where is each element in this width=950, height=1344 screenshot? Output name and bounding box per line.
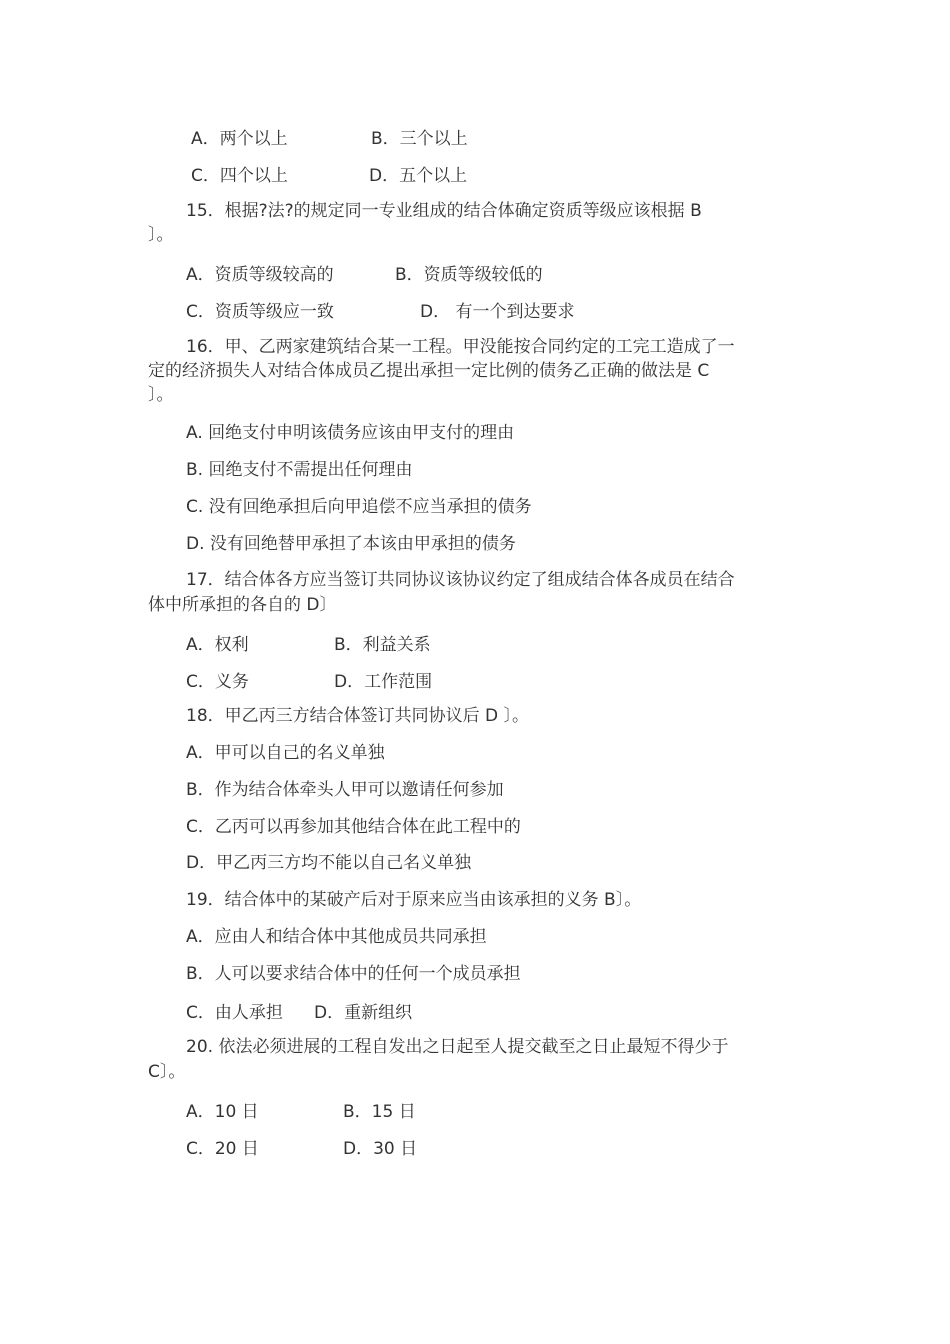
q14-option-c: C．四个以上 bbox=[191, 166, 288, 186]
q20-options-row-1 bbox=[0, 1097, 700, 1121]
q19-option-d: D．重新组织 bbox=[314, 1003, 413, 1023]
q20-stem-line-2: C〕。 bbox=[148, 1062, 186, 1082]
q20-options-row-2 bbox=[0, 1134, 700, 1158]
q18-option-c: C．乙丙可以再参加其他结合体在此工程中的 bbox=[186, 817, 521, 837]
q18-option-b: B．作为结合体牵头人甲可以邀请任何参加 bbox=[186, 780, 504, 800]
q15-stem-line-1: 15．根据?法?的规定同一专业组成的结合体确定资质等级应该根据 B bbox=[186, 201, 702, 221]
q20-option-a: A．10 日 bbox=[186, 1102, 259, 1122]
q19-option-a: A．应由人和结合体中其他成员共同承担 bbox=[186, 927, 487, 947]
q18-stem: 18．甲乙丙三方结合体签订共同协议后 D 〕。 bbox=[186, 706, 530, 726]
q16-option-a: A. 回绝支付申明该债务应该由甲支付的理由 bbox=[186, 423, 515, 443]
q15-stem-line-2: 〕。 bbox=[148, 225, 174, 245]
q17-option-b: B．利益关系 bbox=[334, 635, 431, 655]
q18-option-a: A．甲可以自己的名义单独 bbox=[186, 743, 385, 763]
q14-option-d: D．五个以上 bbox=[369, 166, 468, 186]
q19-options-row-cd bbox=[0, 998, 700, 1022]
q17-options-row-1 bbox=[0, 630, 700, 654]
q16-option-c: C. 没有回绝承担后向甲追偿不应当承担的债务 bbox=[186, 497, 532, 517]
q15-option-a: A．资质等级较高的 bbox=[186, 265, 334, 285]
q17-stem-line-2: 体中所承担的各自的 D〕 bbox=[148, 595, 337, 615]
q20-option-b: B．15 日 bbox=[343, 1102, 416, 1122]
q16-stem-line-3: 〕。 bbox=[148, 385, 174, 405]
q15-option-d: D． 有一个到达要求 bbox=[420, 302, 575, 322]
q16-stem-line-1: 16．甲、乙两家建筑结合某一工程。甲没能按合同约定的工完工造成了一 bbox=[186, 337, 735, 357]
q17-stem-line-1: 17．结合体各方应当签订共同协议该协议约定了组成结合体各成员在结合 bbox=[186, 570, 735, 590]
q16-option-d: D. 没有回绝替甲承担了本该由甲承担的债务 bbox=[186, 534, 516, 554]
q20-stem-line-1: 20. 依法必须进展的工程自发出之日起至人提交截至之日止最短不得少于 bbox=[186, 1037, 729, 1057]
q15-option-b: B．资质等级较低的 bbox=[395, 265, 543, 285]
q15-options-row-1 bbox=[0, 260, 700, 284]
q15-options-row-2 bbox=[0, 297, 700, 321]
q17-option-c: C．义务 bbox=[186, 672, 249, 692]
q16-stem-line-2: 定的经济损失人对结合体成员乙提出承担一定比例的债务乙正确的做法是 C bbox=[148, 361, 710, 381]
q18-option-d: D．甲乙丙三方均不能以自己名义单独 bbox=[186, 853, 472, 873]
q14-option-a: A．两个以上 bbox=[191, 129, 288, 149]
q19-option-c: C．由人承担 bbox=[186, 1003, 283, 1023]
q15-option-c: C．资质等级应一致 bbox=[186, 302, 334, 322]
q14-option-b: B．三个以上 bbox=[371, 129, 468, 149]
q17-option-d: D．工作范围 bbox=[334, 672, 433, 692]
q20-option-c: C．20 日 bbox=[186, 1139, 259, 1159]
q17-option-a: A．权利 bbox=[186, 635, 249, 655]
q17-options-row-2 bbox=[0, 667, 700, 691]
q16-option-b: B. 回绝支付不需提出任何理由 bbox=[186, 460, 413, 480]
q19-option-b: B．人可以要求结合体中的任何一个成员承担 bbox=[186, 964, 521, 984]
q14-options-row-2 bbox=[0, 161, 700, 185]
q19-stem: 19．结合体中的某破产后对于原来应当由该承担的义务 B〕。 bbox=[186, 890, 642, 910]
q20-option-d: D．30 日 bbox=[343, 1139, 418, 1159]
q14-options-row-1 bbox=[0, 124, 700, 148]
